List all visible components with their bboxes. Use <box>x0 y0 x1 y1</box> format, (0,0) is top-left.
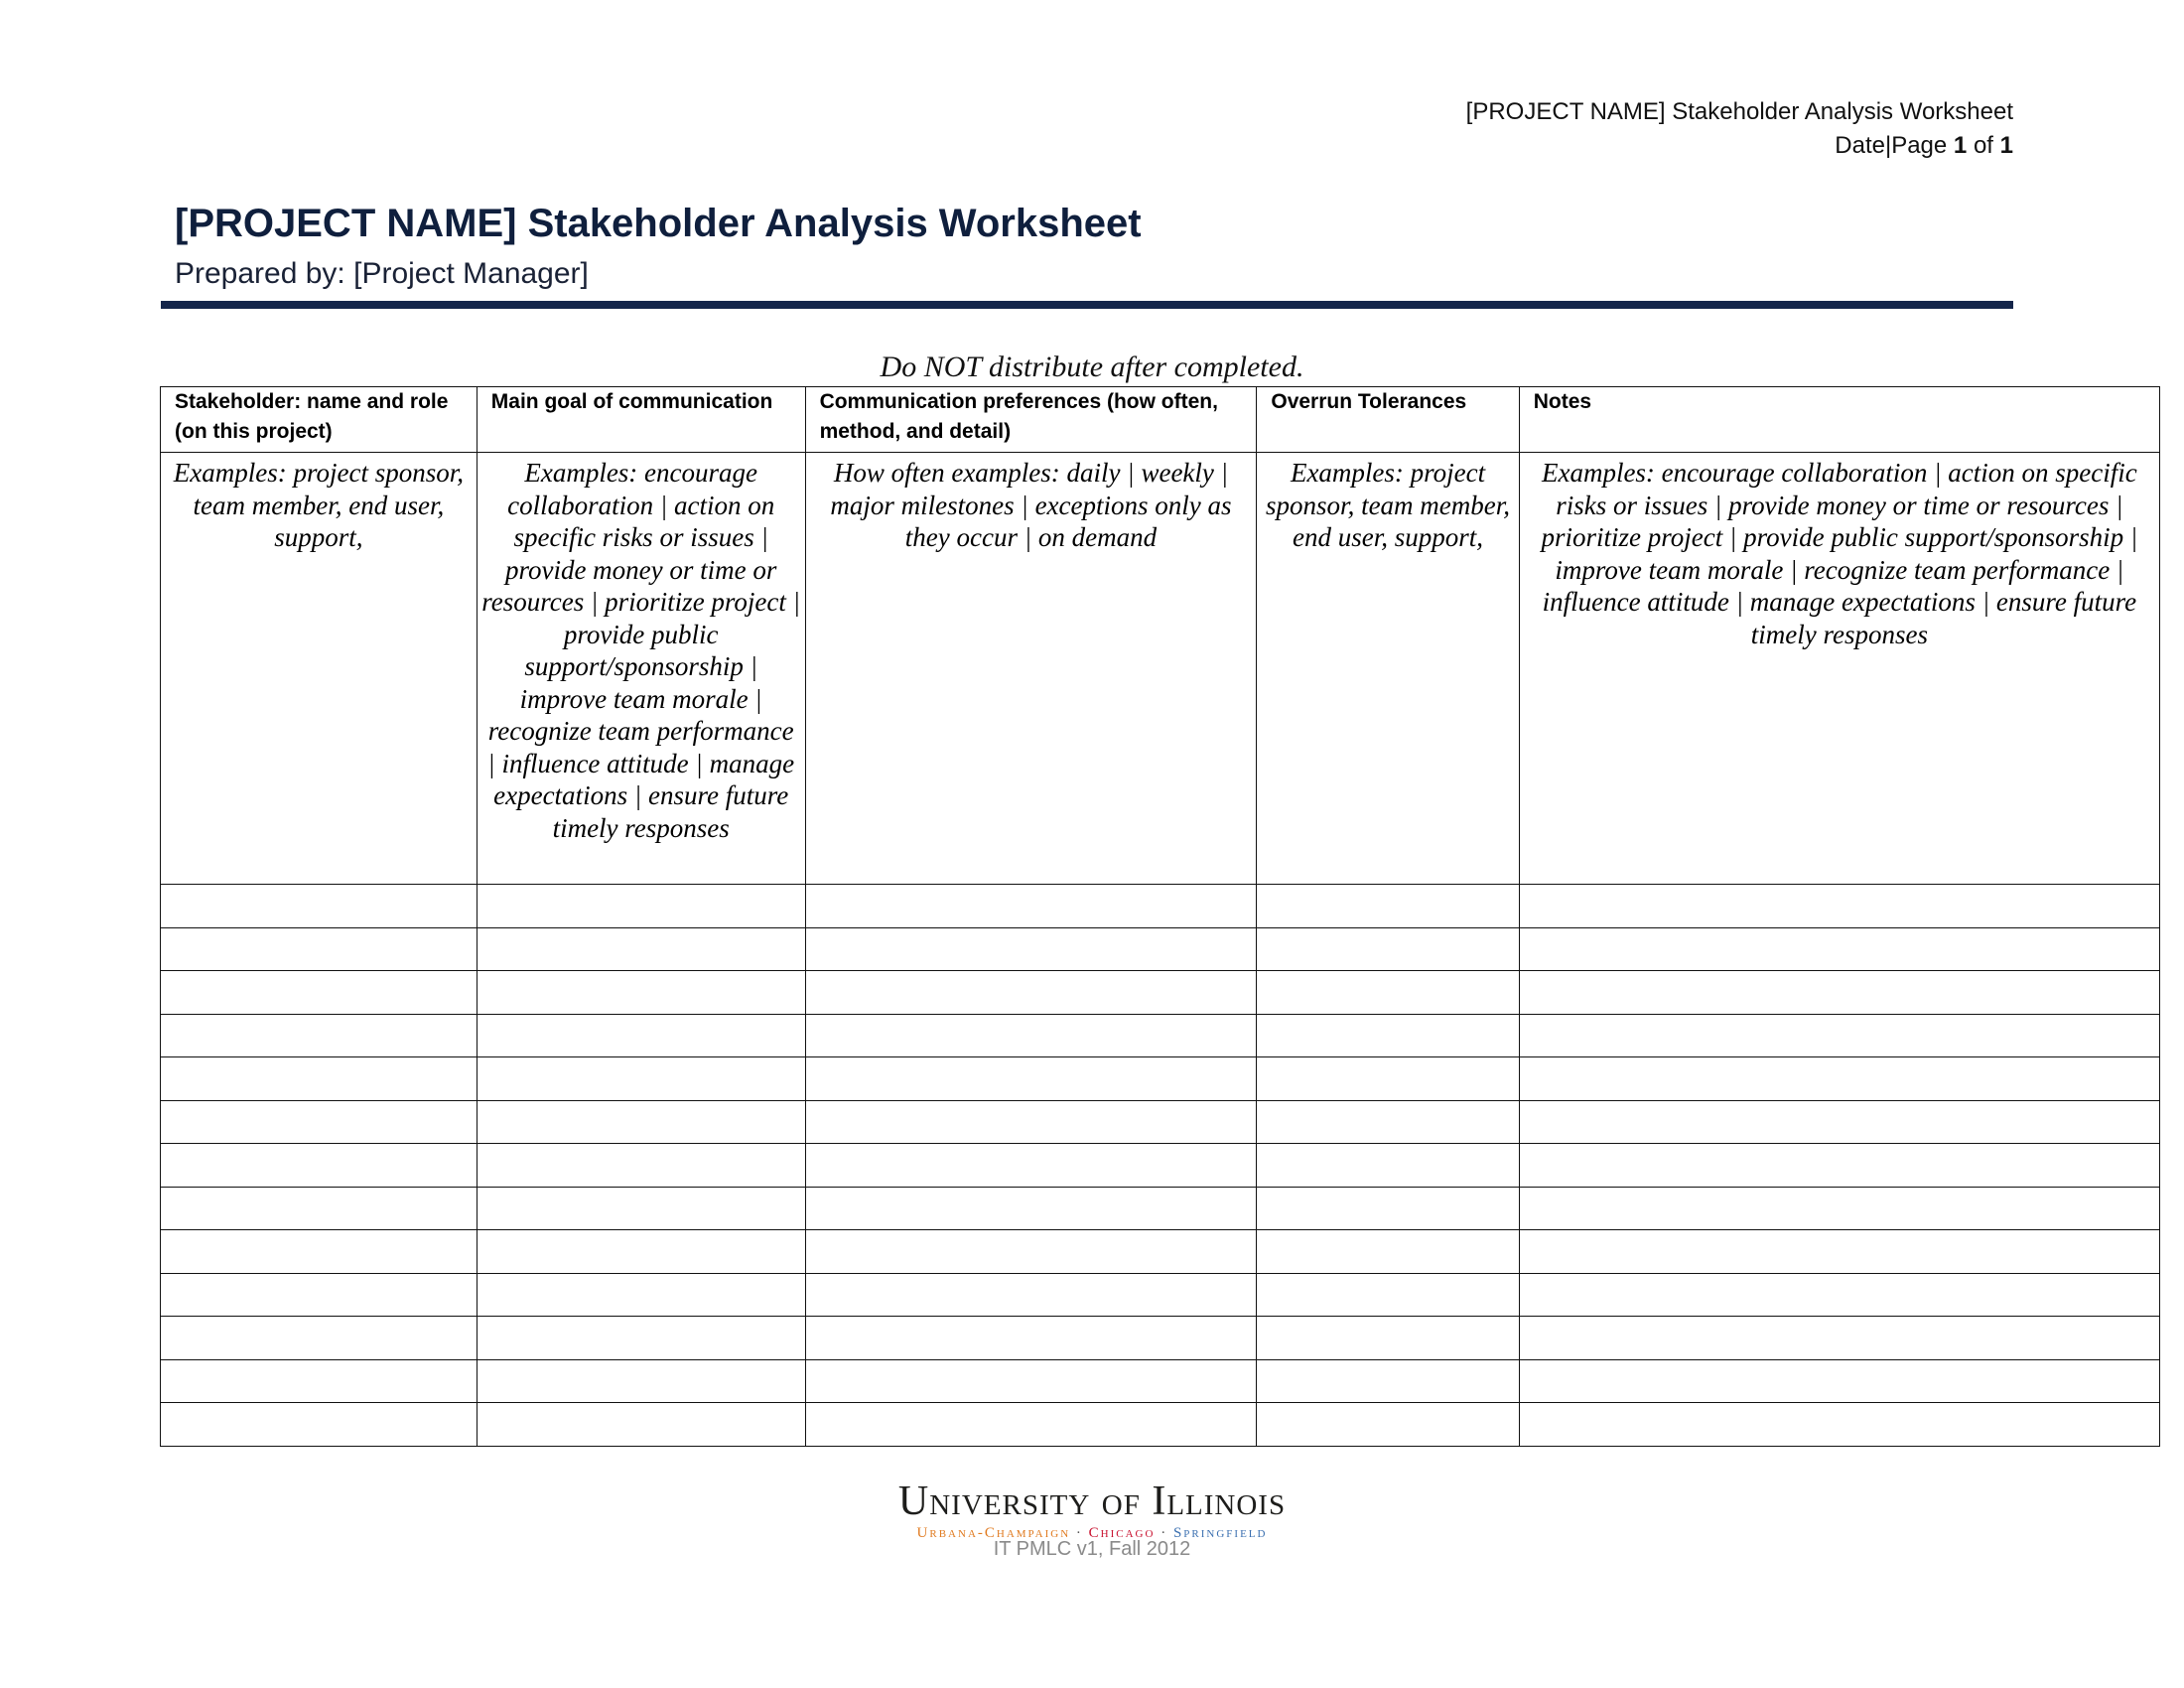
stakeholder-table <box>160 386 2160 1447</box>
blank-cell-communication-preferences[interactable] <box>805 1230 1257 1274</box>
blank-cell-stakeholder[interactable] <box>161 1273 478 1317</box>
blank-cell-main-goal[interactable] <box>477 1144 805 1188</box>
blank-cell-stakeholder[interactable] <box>161 885 478 928</box>
blank-cell-notes[interactable] <box>1519 885 2159 928</box>
blank-cell-main-goal[interactable] <box>477 927 805 971</box>
blank-cell-main-goal[interactable] <box>477 1014 805 1057</box>
blank-cell-overrun-tolerances[interactable] <box>1257 1359 1519 1403</box>
column-header-notes: Notes <box>1519 387 2159 453</box>
blank-cell-communication-preferences[interactable] <box>805 1317 1257 1360</box>
distribution-notice: Do NOT distribute after completed. <box>880 351 1304 383</box>
blank-cell-communication-preferences[interactable] <box>805 1273 1257 1317</box>
university-logo <box>0 1479 2184 1543</box>
document-title: [PROJECT NAME] Stakeholder Analysis Worksheet <box>175 202 1142 245</box>
blank-cell-main-goal[interactable] <box>477 1187 805 1230</box>
table-row <box>161 1403 2160 1447</box>
blank-cell-main-goal[interactable] <box>477 885 805 928</box>
blank-cell-main-goal[interactable] <box>477 971 805 1015</box>
document-subtitle: Prepared by: [Project Manager] <box>175 257 589 290</box>
page-header <box>1466 95 2013 163</box>
table-row <box>161 1100 2160 1144</box>
example-stakeholder[interactable]: Examples: project sponsor, team member, end user, support, <box>161 453 478 885</box>
table-row <box>161 1187 2160 1230</box>
blank-cell-overrun-tolerances[interactable] <box>1257 885 1519 928</box>
blank-cell-overrun-tolerances[interactable] <box>1257 1100 1519 1144</box>
table-header-row <box>161 387 2160 453</box>
blank-cell-notes[interactable] <box>1519 1403 2159 1447</box>
blank-cell-stakeholder[interactable] <box>161 971 478 1015</box>
column-header-stakeholder: Stakeholder: name and role (on this project) <box>161 387 478 453</box>
table-row <box>161 1317 2160 1360</box>
column-header-communication-preferences: Communication preferences (how often, method, and detail) <box>805 387 1257 453</box>
blank-cell-communication-preferences[interactable] <box>805 1403 1257 1447</box>
blank-cell-stakeholder[interactable] <box>161 1230 478 1274</box>
blank-cell-communication-preferences[interactable] <box>805 1144 1257 1188</box>
table-row <box>161 885 2160 928</box>
blank-cell-stakeholder[interactable] <box>161 1014 478 1057</box>
table-row <box>161 1230 2160 1274</box>
blank-cell-notes[interactable] <box>1519 1359 2159 1403</box>
table-row <box>161 1057 2160 1101</box>
blank-cell-notes[interactable] <box>1519 927 2159 971</box>
example-communication-preferences[interactable]: How often examples: daily | weekly | major milestones | exceptions only as they occur | on demand <box>805 453 1257 885</box>
blank-cell-overrun-tolerances[interactable] <box>1257 1057 1519 1101</box>
column-header-main-goal: Main goal of communication <box>477 387 805 453</box>
header-doc-name: [PROJECT NAME] Stakeholder Analysis Worksheet <box>1465 98 2013 125</box>
logo-wordmark: University of Illinois <box>897 1478 1287 1524</box>
blank-cell-main-goal[interactable] <box>477 1230 805 1274</box>
blank-cell-stakeholder[interactable] <box>161 1057 478 1101</box>
blank-cell-overrun-tolerances[interactable] <box>1257 1317 1519 1360</box>
blank-cell-communication-preferences[interactable] <box>805 885 1257 928</box>
blank-cell-overrun-tolerances[interactable] <box>1257 971 1519 1015</box>
blank-cell-overrun-tolerances[interactable] <box>1257 1014 1519 1057</box>
blank-cell-communication-preferences[interactable] <box>805 927 1257 971</box>
blank-cell-notes[interactable] <box>1519 1273 2159 1317</box>
header-date: Date <box>1835 132 1885 159</box>
blank-cell-stakeholder[interactable] <box>161 1403 478 1447</box>
blank-cell-communication-preferences[interactable] <box>805 971 1257 1015</box>
blank-cell-notes[interactable] <box>1519 1230 2159 1274</box>
header-page-number: 1 <box>1953 132 1968 159</box>
blank-cell-communication-preferences[interactable] <box>805 1057 1257 1101</box>
header-separator: | <box>1884 132 1892 159</box>
blank-cell-notes[interactable] <box>1519 971 2159 1015</box>
example-main-goal[interactable]: Examples: encourage collaboration | action on specific risks or issues | provide money or time or resources | prioritize project | provide public support/sponsorship | improve team morale | recognize team performance | influence attitude | manage expectations | ensure future timely responses <box>477 453 805 885</box>
table-row <box>161 1144 2160 1188</box>
table-row <box>161 927 2160 971</box>
blank-cell-stakeholder[interactable] <box>161 1187 478 1230</box>
blank-cell-main-goal[interactable] <box>477 1057 805 1101</box>
table-row <box>161 1014 2160 1057</box>
example-overrun-tolerances[interactable]: Examples: project sponsor, team member, end user, support, <box>1257 453 1519 885</box>
blank-cell-main-goal[interactable] <box>477 1359 805 1403</box>
blank-cell-overrun-tolerances[interactable] <box>1257 1403 1519 1447</box>
blank-cell-main-goal[interactable] <box>477 1403 805 1447</box>
blank-cell-communication-preferences[interactable] <box>805 1100 1257 1144</box>
logo-dot: · <box>1070 1525 1089 1541</box>
header-page-info <box>1466 129 2013 163</box>
blank-cell-main-goal[interactable] <box>477 1273 805 1317</box>
logo-dot: · <box>1155 1525 1173 1541</box>
blank-cell-overrun-tolerances[interactable] <box>1257 1230 1519 1274</box>
column-header-overrun-tolerances: Overrun Tolerances <box>1257 387 1519 453</box>
blank-cell-overrun-tolerances[interactable] <box>1257 1273 1519 1317</box>
table-row <box>161 1359 2160 1403</box>
blank-cell-stakeholder[interactable] <box>161 1100 478 1144</box>
blank-cell-communication-preferences[interactable] <box>805 1359 1257 1403</box>
header-page-label: Page <box>1891 132 1954 159</box>
blank-cell-communication-preferences[interactable] <box>805 1187 1257 1230</box>
blank-cell-overrun-tolerances[interactable] <box>1257 927 1519 971</box>
blank-cell-notes[interactable] <box>1519 1144 2159 1188</box>
example-row <box>161 453 2160 885</box>
blank-cell-notes[interactable] <box>1519 1014 2159 1057</box>
logo-campus-chicago: Chicago <box>1088 1525 1156 1541</box>
title-divider <box>161 301 2013 309</box>
table-row <box>161 1273 2160 1317</box>
blank-cell-notes[interactable] <box>1519 1057 2159 1101</box>
blank-cell-notes[interactable] <box>1519 1100 2159 1144</box>
blank-cell-stakeholder[interactable] <box>161 1317 478 1360</box>
blank-cell-main-goal[interactable] <box>477 1317 805 1360</box>
header-page-total: 1 <box>1999 132 2013 159</box>
example-notes[interactable]: Examples: encourage collaboration | action on specific risks or issues | provide money or time or resources | prioritize project | provide public support/sponsorship | improve team morale | recognize team performance | influence attitude | manage expectations | ensure future timely responses <box>1519 453 2159 885</box>
blank-cell-stakeholder[interactable] <box>161 1359 478 1403</box>
blank-cell-stakeholder[interactable] <box>161 927 478 971</box>
blank-cell-notes[interactable] <box>1519 1317 2159 1360</box>
logo-campus-springfield: Springfield <box>1172 1525 1268 1541</box>
blank-cell-main-goal[interactable] <box>477 1100 805 1144</box>
logo-campus-urbana: Urbana-Champaign <box>916 1525 1071 1541</box>
blank-cell-stakeholder[interactable] <box>161 1144 478 1188</box>
footer-version: IT PMLC v1, Fall 2012 <box>993 1538 1191 1560</box>
blank-cell-notes[interactable] <box>1519 1187 2159 1230</box>
blank-cell-communication-preferences[interactable] <box>805 1014 1257 1057</box>
header-of-label: of <box>1967 132 2000 159</box>
blank-cell-overrun-tolerances[interactable] <box>1257 1187 1519 1230</box>
blank-cell-overrun-tolerances[interactable] <box>1257 1144 1519 1188</box>
table-row <box>161 971 2160 1015</box>
